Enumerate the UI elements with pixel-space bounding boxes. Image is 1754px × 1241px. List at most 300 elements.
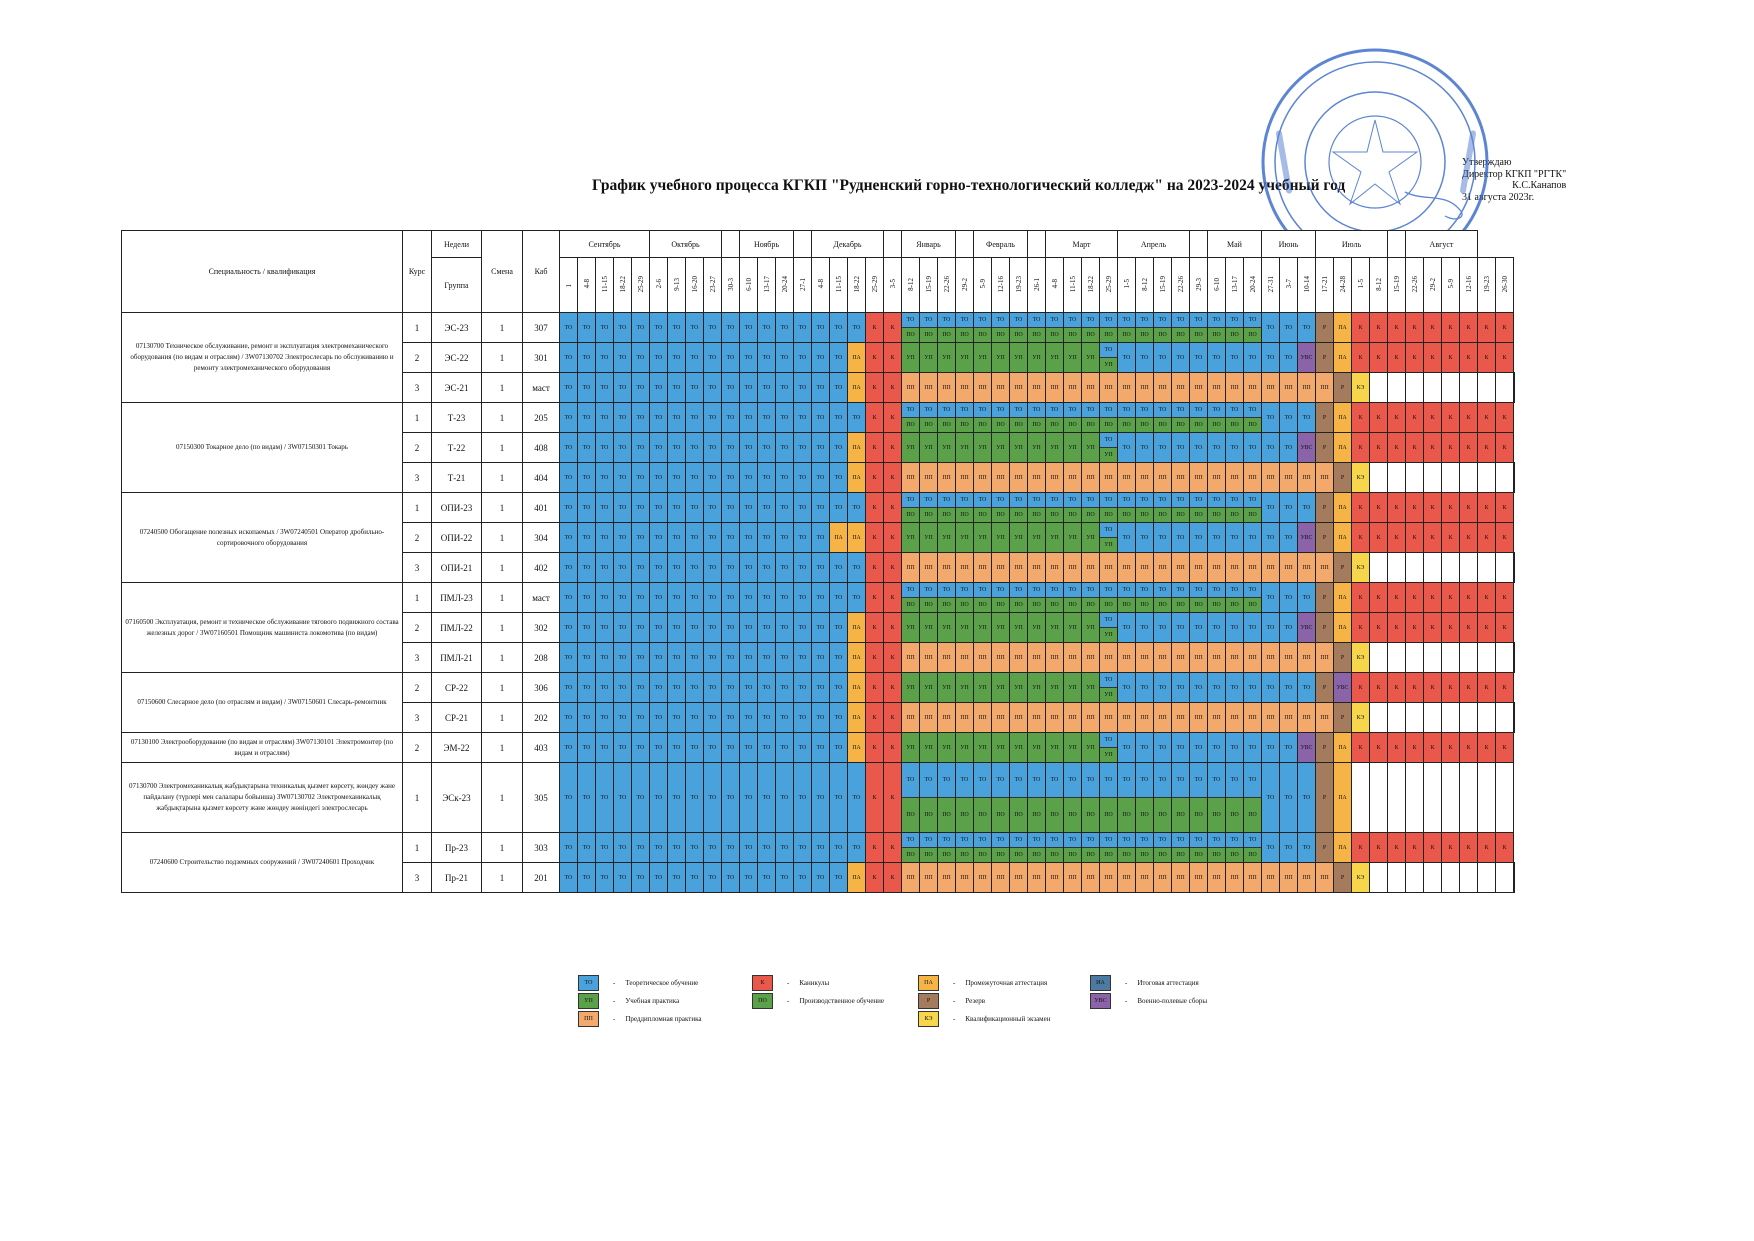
week-cell: ТО: [1298, 763, 1316, 833]
week-label: 29-2: [1428, 277, 1437, 291]
week-cell: УП: [1028, 343, 1046, 373]
week-cell: УП: [1082, 343, 1100, 373]
week-cell: ТО: [1262, 493, 1280, 523]
legend-item: ПО - Производственное обучение: [752, 993, 884, 1009]
week-cell: УП: [920, 673, 938, 703]
week-cell: К: [1442, 833, 1460, 863]
week-cell: ТО: [794, 643, 812, 673]
week-cell-empty: [1460, 553, 1478, 583]
week-cell: ТО: [704, 863, 722, 893]
week-cell: К: [884, 403, 902, 433]
week-cell: ТО: [758, 403, 776, 433]
week-cell: УП: [956, 673, 974, 703]
week-cell: К: [1478, 523, 1496, 553]
week-cell: ПП: [1082, 703, 1100, 733]
legend-item: ИА - Итоговая аттестация: [1090, 975, 1199, 991]
legend-swatch: ПА: [918, 975, 939, 991]
legend-swatch: ПП: [578, 1011, 599, 1027]
week-cell: К: [1478, 343, 1496, 373]
week-cell: ПП: [1100, 643, 1118, 673]
week-cell: ПП: [956, 863, 974, 893]
week-cell: К: [1352, 493, 1370, 523]
week-label: 4-8: [1050, 279, 1059, 289]
week-cell-split: ТО ПО: [1064, 493, 1082, 523]
week-cell: ТО: [578, 863, 596, 893]
week-cell: К: [1388, 583, 1406, 613]
week-label: 3-5: [888, 279, 897, 289]
week-cell: ТО: [740, 703, 758, 733]
week-cell: ПП: [1190, 553, 1208, 583]
week-cell: ТО: [794, 313, 812, 343]
week-cell: ТО: [578, 763, 596, 833]
legend-label: Преддипломная практика: [625, 1015, 702, 1023]
week-cell: ТО: [686, 863, 704, 893]
week-header: [1406, 258, 1424, 313]
week-cell: ТО: [704, 703, 722, 733]
week-cell: К: [1442, 733, 1460, 763]
course-cell: 1: [403, 583, 432, 613]
specialty-cell: 07240500 Обогащение полезных ископаемых / 3W07240501 Оператор дробильно-сортировочного оборудования: [122, 493, 403, 583]
week-cell: ТО: [578, 373, 596, 403]
week-label: 8-12: [906, 277, 915, 291]
week-cell: ПП: [902, 643, 920, 673]
week-cell: ТО: [596, 343, 614, 373]
week-cell-split: ТО ПО: [1028, 313, 1046, 343]
week-header: [812, 258, 830, 313]
week-cell-split: ТО ПО: [992, 763, 1010, 833]
week-cell: ТО: [578, 673, 596, 703]
week-cell: ТО: [704, 403, 722, 433]
week-cell-split: ТО УП: [1100, 673, 1118, 703]
week-label: 17-21: [1320, 275, 1329, 293]
week-cell: ПП: [1010, 553, 1028, 583]
week-cell: ТО: [686, 763, 704, 833]
week-cell: ТО: [632, 833, 650, 863]
room-cell: 301: [523, 343, 560, 373]
week-cell: ПП: [1082, 463, 1100, 493]
week-cell: Р: [1316, 673, 1334, 703]
week-header: [1478, 258, 1496, 313]
week-cell-split: ТО ПО: [1028, 763, 1046, 833]
week-cell-split: ТО ПО: [902, 403, 920, 433]
week-cell: УП: [974, 523, 992, 553]
week-cell: ТО: [668, 523, 686, 553]
week-cell: К: [1352, 583, 1370, 613]
week-cell: ПП: [1280, 643, 1298, 673]
week-cell: ТО: [596, 833, 614, 863]
week-cell-split: ТО ПО: [1208, 833, 1226, 863]
week-cell: ТО: [722, 703, 740, 733]
week-cell: ТО: [704, 583, 722, 613]
week-label: 23-27: [708, 275, 717, 293]
week-cell: ТО: [668, 553, 686, 583]
week-cell: ТО: [632, 553, 650, 583]
week-cell-split: ТО ПО: [956, 583, 974, 613]
week-cell-empty: [1424, 703, 1442, 733]
week-cell: ТО: [686, 703, 704, 733]
week-cell-empty: [1478, 863, 1496, 893]
week-cell: К: [884, 523, 902, 553]
week-cell: ПП: [974, 863, 992, 893]
week-cell: К: [1352, 313, 1370, 343]
week-cell: К: [1388, 313, 1406, 343]
week-cell: ТО: [668, 833, 686, 863]
room-cell: 402: [523, 553, 560, 583]
week-cell: ПП: [1190, 373, 1208, 403]
week-cell: ПА: [1334, 583, 1352, 613]
legend-item: УП - Учебная практика: [578, 993, 679, 1009]
week-cell: ТО: [1262, 583, 1280, 613]
week-cell-split: ТО ПО: [974, 583, 992, 613]
week-cell: ПП: [992, 643, 1010, 673]
week-cell: ТО: [578, 733, 596, 763]
week-cell: ТО: [1208, 343, 1226, 373]
week-cell: ПП: [1028, 553, 1046, 583]
week-cell: ТО: [1172, 343, 1190, 373]
week-cell: ПП: [920, 373, 938, 403]
week-cell: ТО: [776, 313, 794, 343]
week-cell: К: [866, 673, 884, 703]
week-label: 19-23: [1014, 275, 1023, 293]
week-cell: ТО: [794, 673, 812, 703]
week-cell: ТО: [740, 343, 758, 373]
week-cell: ПП: [920, 703, 938, 733]
week-cell: ТО: [668, 403, 686, 433]
week-cell: ПП: [956, 373, 974, 403]
week-cell: Р: [1316, 433, 1334, 463]
week-cell: ТО: [704, 463, 722, 493]
week-cell-split: ТО ПО: [1046, 763, 1064, 833]
week-cell-split: ТО ПО: [1244, 403, 1262, 433]
week-cell: ПП: [1244, 463, 1262, 493]
week-cell-split: ТО ПО: [1136, 313, 1154, 343]
week-cell: ПП: [1208, 463, 1226, 493]
week-cell: Р: [1334, 863, 1352, 893]
week-cell: ТО: [596, 673, 614, 703]
week-cell-split: ТО ПО: [1028, 833, 1046, 863]
week-cell: ТО: [578, 643, 596, 673]
week-cell: К: [1406, 313, 1424, 343]
group-cell: ОПИ-21: [432, 553, 482, 583]
week-label: 22-26: [942, 275, 951, 293]
week-cell: ПП: [902, 463, 920, 493]
week-cell-split: ТО ПО: [1100, 763, 1118, 833]
week-cell: ТО: [578, 403, 596, 433]
week-cell: ТО: [650, 463, 668, 493]
approval-line-1: Утверждаю: [1462, 157, 1512, 168]
week-cell: ПП: [1262, 373, 1280, 403]
week-cell-empty: [1406, 763, 1424, 833]
week-cell: ТО: [596, 613, 614, 643]
week-cell: УП: [920, 433, 938, 463]
week-cell: УП: [1082, 523, 1100, 553]
week-cell: К: [1370, 403, 1388, 433]
week-cell: ТО: [1262, 313, 1280, 343]
week-cell: К: [1424, 833, 1442, 863]
week-cell-split: ТО ПО: [1190, 403, 1208, 433]
table-row: [122, 673, 1515, 703]
week-cell-empty: [1514, 373, 1515, 403]
week-cell: ТО: [758, 703, 776, 733]
week-cell-split: ТО ПО: [1208, 493, 1226, 523]
week-cell: УП: [938, 433, 956, 463]
week-cell: ТО: [758, 643, 776, 673]
week-cell: ПП: [1298, 643, 1316, 673]
week-cell: УП: [1046, 433, 1064, 463]
week-cell-split: ТО ПО: [1190, 763, 1208, 833]
week-cell: ТО: [596, 703, 614, 733]
week-cell: ПП: [1046, 463, 1064, 493]
week-cell: ТО: [758, 343, 776, 373]
week-cell: ТО: [650, 373, 668, 403]
week-cell: УВС: [1298, 523, 1316, 553]
week-cell: ТО: [848, 313, 866, 343]
week-cell: ТО: [830, 763, 848, 833]
week-cell: ТО: [740, 373, 758, 403]
shift-cell: 1: [482, 553, 523, 583]
week-cell: ТО: [830, 833, 848, 863]
week-label: 22-26: [1176, 275, 1185, 293]
week-cell: К: [866, 313, 884, 343]
table-row: [122, 583, 1515, 613]
week-cell-empty: [1478, 643, 1496, 673]
week-cell-split: ТО ПО: [1208, 313, 1226, 343]
month-header: Март: [1046, 231, 1118, 258]
week-cell: К: [1496, 673, 1514, 703]
week-cell: УП: [1082, 673, 1100, 703]
week-cell: УП: [956, 343, 974, 373]
week-cell: ПА: [848, 523, 866, 553]
week-cell-split: ТО ПО: [1172, 763, 1190, 833]
room-cell: 304: [523, 523, 560, 553]
week-cell-split: ТО ПО: [1154, 403, 1172, 433]
week-cell: К: [1460, 613, 1478, 643]
week-cell: ТО: [668, 493, 686, 523]
group-cell: ОПИ-22: [432, 523, 482, 553]
week-cell: УП: [1064, 733, 1082, 763]
week-cell-split: ТО ПО: [920, 313, 938, 343]
week-cell-split: ТО ПО: [1118, 833, 1136, 863]
week-cell: ПП: [938, 703, 956, 733]
week-cell-split: ТО ПО: [1226, 763, 1244, 833]
week-cell: ПП: [1280, 703, 1298, 733]
week-cell: ПП: [1316, 643, 1334, 673]
week-header: [848, 258, 866, 313]
week-cell: ТО: [1172, 433, 1190, 463]
week-cell: ТО: [632, 733, 650, 763]
legend-label: Итоговая аттестация: [1137, 979, 1199, 987]
week-cell: ТО: [830, 463, 848, 493]
week-cell: ТО: [1298, 493, 1316, 523]
week-cell-empty: [1388, 643, 1406, 673]
week-cell: ПП: [1010, 463, 1028, 493]
week-header: [1262, 258, 1280, 313]
week-cell: К: [1478, 433, 1496, 463]
week-cell: ПП: [1262, 703, 1280, 733]
week-cell: ТО: [704, 613, 722, 643]
week-cell: ТО: [560, 553, 578, 583]
week-header: [1424, 258, 1442, 313]
week-cell: ТО: [632, 703, 650, 733]
week-cell-split: ТО УП: [1100, 433, 1118, 463]
week-cell: ТО: [686, 493, 704, 523]
week-cell-split: ТО ПО: [1064, 313, 1082, 343]
week-cell: УП: [938, 343, 956, 373]
week-cell: К: [1478, 833, 1496, 863]
week-cell: ТО: [1154, 733, 1172, 763]
week-cell: ТО: [722, 523, 740, 553]
legend-swatch: УВС: [1090, 993, 1111, 1009]
month-header: [956, 231, 974, 258]
week-cell: ПП: [1316, 703, 1334, 733]
week-cell: ПА: [848, 703, 866, 733]
week-cell: К: [1478, 673, 1496, 703]
week-cell-split: ТО ПО: [1064, 583, 1082, 613]
week-label: 20-24: [780, 275, 789, 293]
course-cell: 2: [403, 433, 432, 463]
week-cell: ТО: [776, 673, 794, 703]
week-cell: ПП: [1208, 703, 1226, 733]
week-cell: ТО: [560, 523, 578, 553]
week-cell: ТО: [704, 763, 722, 833]
week-cell: ПП: [1118, 463, 1136, 493]
week-cell-split: ТО ПО: [1064, 403, 1082, 433]
week-cell-empty: [1388, 763, 1406, 833]
week-cell: К: [1352, 733, 1370, 763]
week-cell: К: [1442, 583, 1460, 613]
week-cell-split: ТО ПО: [974, 313, 992, 343]
week-cell-split: ТО ПО: [1244, 493, 1262, 523]
week-label: 19-23: [1482, 275, 1491, 293]
week-cell: ТО: [722, 833, 740, 863]
week-cell: ТО: [722, 493, 740, 523]
week-cell-split: ТО ПО: [956, 493, 974, 523]
week-cell: ПП: [1028, 373, 1046, 403]
week-label: 15-19: [924, 275, 933, 293]
week-cell: ПА: [1334, 613, 1352, 643]
week-cell: ПА: [848, 733, 866, 763]
week-cell: К: [1370, 833, 1388, 863]
week-cell: ТО: [614, 343, 632, 373]
week-cell: УП: [974, 343, 992, 373]
week-cell: ПА: [1334, 833, 1352, 863]
week-cell-split: ТО ПО: [1046, 833, 1064, 863]
week-cell: Р: [1316, 343, 1334, 373]
week-cell-empty: [1496, 373, 1514, 403]
week-cell-split: ТО ПО: [1226, 583, 1244, 613]
week-cell-split: ТО ПО: [1100, 583, 1118, 613]
week-cell: К: [1496, 493, 1514, 523]
week-cell: ТО: [650, 643, 668, 673]
week-cell: ТО: [632, 343, 650, 373]
week-cell: ТО: [1262, 763, 1280, 833]
week-cell: ПА: [830, 523, 848, 553]
week-cell-split: ТО ПО: [1136, 833, 1154, 863]
month-header: Ноябрь: [740, 231, 794, 258]
week-cell: ТО: [668, 433, 686, 463]
week-cell: УП: [1064, 523, 1082, 553]
week-cell: ТО: [560, 373, 578, 403]
week-header: [866, 258, 884, 313]
shift-cell: 1: [482, 403, 523, 433]
week-cell: К: [1406, 343, 1424, 373]
week-cell-split: ТО ПО: [902, 493, 920, 523]
week-cell: ТО: [650, 433, 668, 463]
week-cell: ТО: [812, 463, 830, 493]
week-cell: ТО: [686, 463, 704, 493]
course-cell: 3: [403, 373, 432, 403]
week-cell: ТО: [1262, 343, 1280, 373]
week-cell: УВС: [1334, 673, 1352, 703]
week-cell: УП: [1010, 523, 1028, 553]
week-cell: К: [884, 703, 902, 733]
course-cell: 2: [403, 613, 432, 643]
week-cell: УП: [902, 673, 920, 703]
week-cell: УП: [956, 433, 974, 463]
header-course: Курс: [403, 231, 432, 313]
week-cell: ПП: [974, 553, 992, 583]
week-cell: ПП: [1136, 373, 1154, 403]
week-cell: ТО: [614, 673, 632, 703]
week-cell: ПП: [1190, 463, 1208, 493]
week-cell: ПП: [1172, 863, 1190, 893]
room-cell: 401: [523, 493, 560, 523]
week-cell-empty: [1424, 763, 1442, 833]
week-cell-split: ТО ПО: [1244, 833, 1262, 863]
week-cell-split: ТО ПО: [1100, 313, 1118, 343]
week-cell: ТО: [1262, 433, 1280, 463]
week-cell-empty: [1424, 373, 1442, 403]
week-cell: ТО: [794, 493, 812, 523]
week-cell: ТО: [758, 463, 776, 493]
week-cell: ТО: [740, 583, 758, 613]
room-cell: 403: [523, 733, 560, 763]
week-cell: ТО: [1136, 523, 1154, 553]
week-cell: ПП: [992, 703, 1010, 733]
week-cell-split: ТО ПО: [1082, 313, 1100, 343]
week-cell-empty: [1460, 703, 1478, 733]
week-cell: К: [866, 833, 884, 863]
week-cell-split: ТО ПО: [1082, 833, 1100, 863]
week-cell: Р: [1334, 373, 1352, 403]
week-cell-split: ТО ПО: [1190, 493, 1208, 523]
week-cell: УП: [1028, 673, 1046, 703]
week-cell: ТО: [1280, 583, 1298, 613]
week-cell: К: [884, 433, 902, 463]
week-cell-split: ТО ПО: [1118, 313, 1136, 343]
week-cell: Р: [1316, 403, 1334, 433]
week-cell: К: [1424, 343, 1442, 373]
week-cell: ПП: [1226, 373, 1244, 403]
week-cell-empty: [1460, 643, 1478, 673]
week-cell-empty: [1442, 373, 1460, 403]
week-cell: ТО: [812, 703, 830, 733]
table-row: [122, 763, 1515, 833]
legend-swatch: ПО: [752, 993, 773, 1009]
week-cell: ТО: [650, 313, 668, 343]
week-cell: ПП: [902, 373, 920, 403]
week-cell: К: [1370, 493, 1388, 523]
week-cell: УП: [920, 733, 938, 763]
week-cell-split: ТО ПО: [1172, 313, 1190, 343]
week-cell: УП: [920, 613, 938, 643]
week-cell: ТО: [1190, 673, 1208, 703]
week-cell: К: [1460, 733, 1478, 763]
week-cell-split: ТО ПО: [956, 763, 974, 833]
week-cell: ПП: [1298, 863, 1316, 893]
week-cell: ТО: [1262, 733, 1280, 763]
week-cell-empty: [1460, 863, 1478, 893]
